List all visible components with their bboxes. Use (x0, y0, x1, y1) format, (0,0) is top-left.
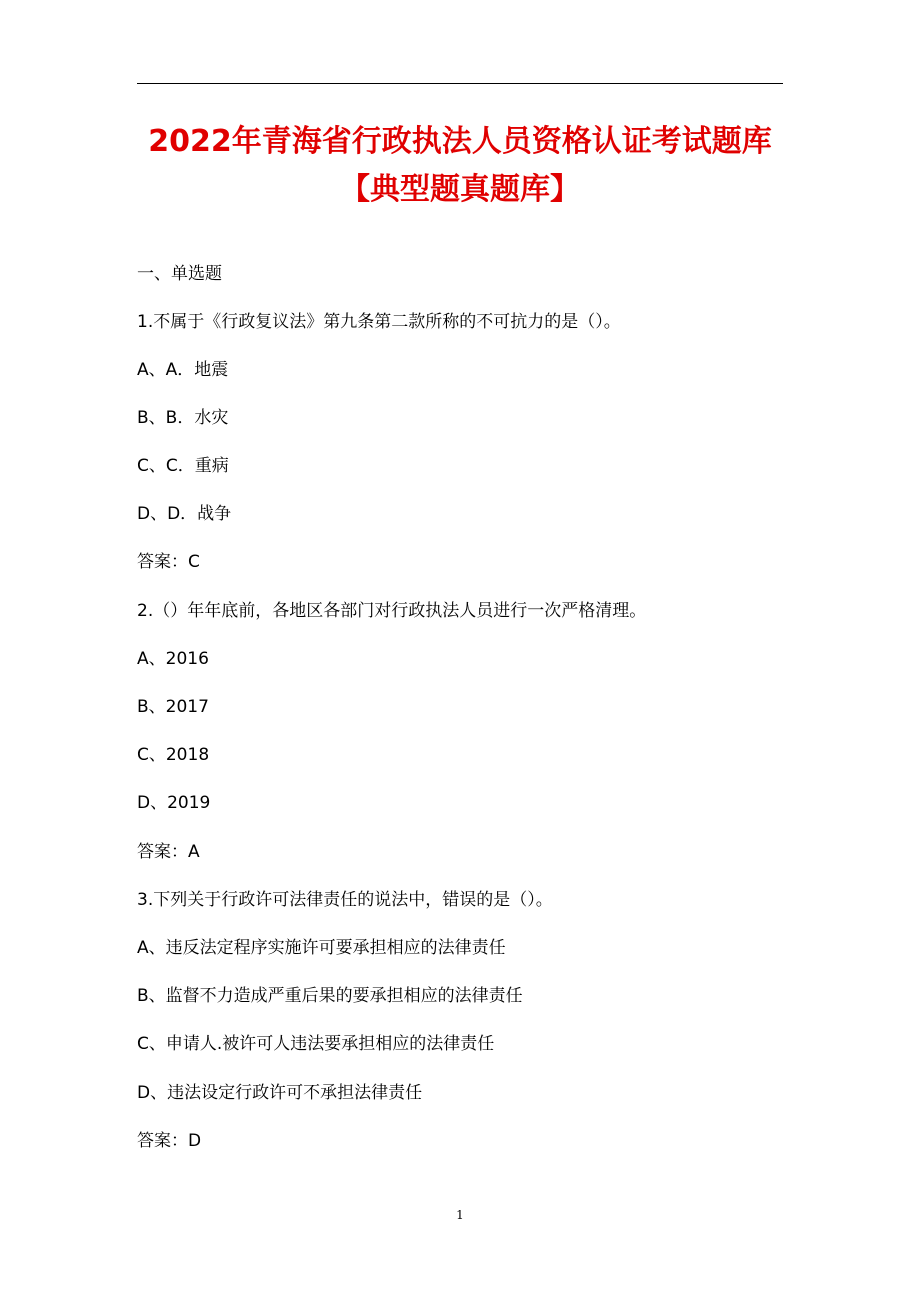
question-1-stem: 1.不属于《行政复议法》第九条第二款所称的不可抗力的是（）。 (137, 312, 621, 332)
question-1-answer: 答案：C (137, 552, 200, 572)
question-3-answer: 答案：D (137, 1131, 202, 1151)
question-3-stem: 3.下列关于行政许可法律责任的说法中，错误的是（）。 (137, 890, 553, 910)
page-number: 1 (456, 1208, 464, 1222)
question-2-option-b: B、2017 (137, 697, 209, 717)
question-2-option-a: A、2016 (137, 649, 209, 669)
question-2-stem: 2.（）年年底前，各地区各部门对行政执法人员进行一次严格清理。 (137, 601, 647, 621)
question-3-option-c: C、申请人.被许可人违法要承担相应的法律责任 (137, 1034, 495, 1054)
question-3-option-a: A、违反法定程序实施许可要承担相应的法律责任 (137, 938, 506, 958)
section-heading: 一、单选题 (137, 264, 222, 284)
header-rule (137, 83, 783, 84)
question-1-option-b: B、B．水灾 (137, 408, 229, 428)
question-1-option-c: C、C．重病 (137, 456, 229, 476)
document-title: 2022年青海省行政执法人员资格认证考试题库【典型题真题库】 (148, 124, 772, 207)
question-1-option-d: D、D．战争 (137, 504, 232, 524)
question-2-answer: 答案：A (137, 842, 200, 862)
question-2-option-d: D、2019 (137, 793, 211, 813)
question-3-option-d: D、违法设定行政许可不承担法律责任 (137, 1083, 423, 1103)
question-1-option-a: A、A．地震 (137, 360, 229, 380)
question-2-option-c: C、2018 (137, 745, 210, 765)
question-3-option-b: B、监督不力造成严重后果的要承担相应的法律责任 (137, 986, 523, 1006)
